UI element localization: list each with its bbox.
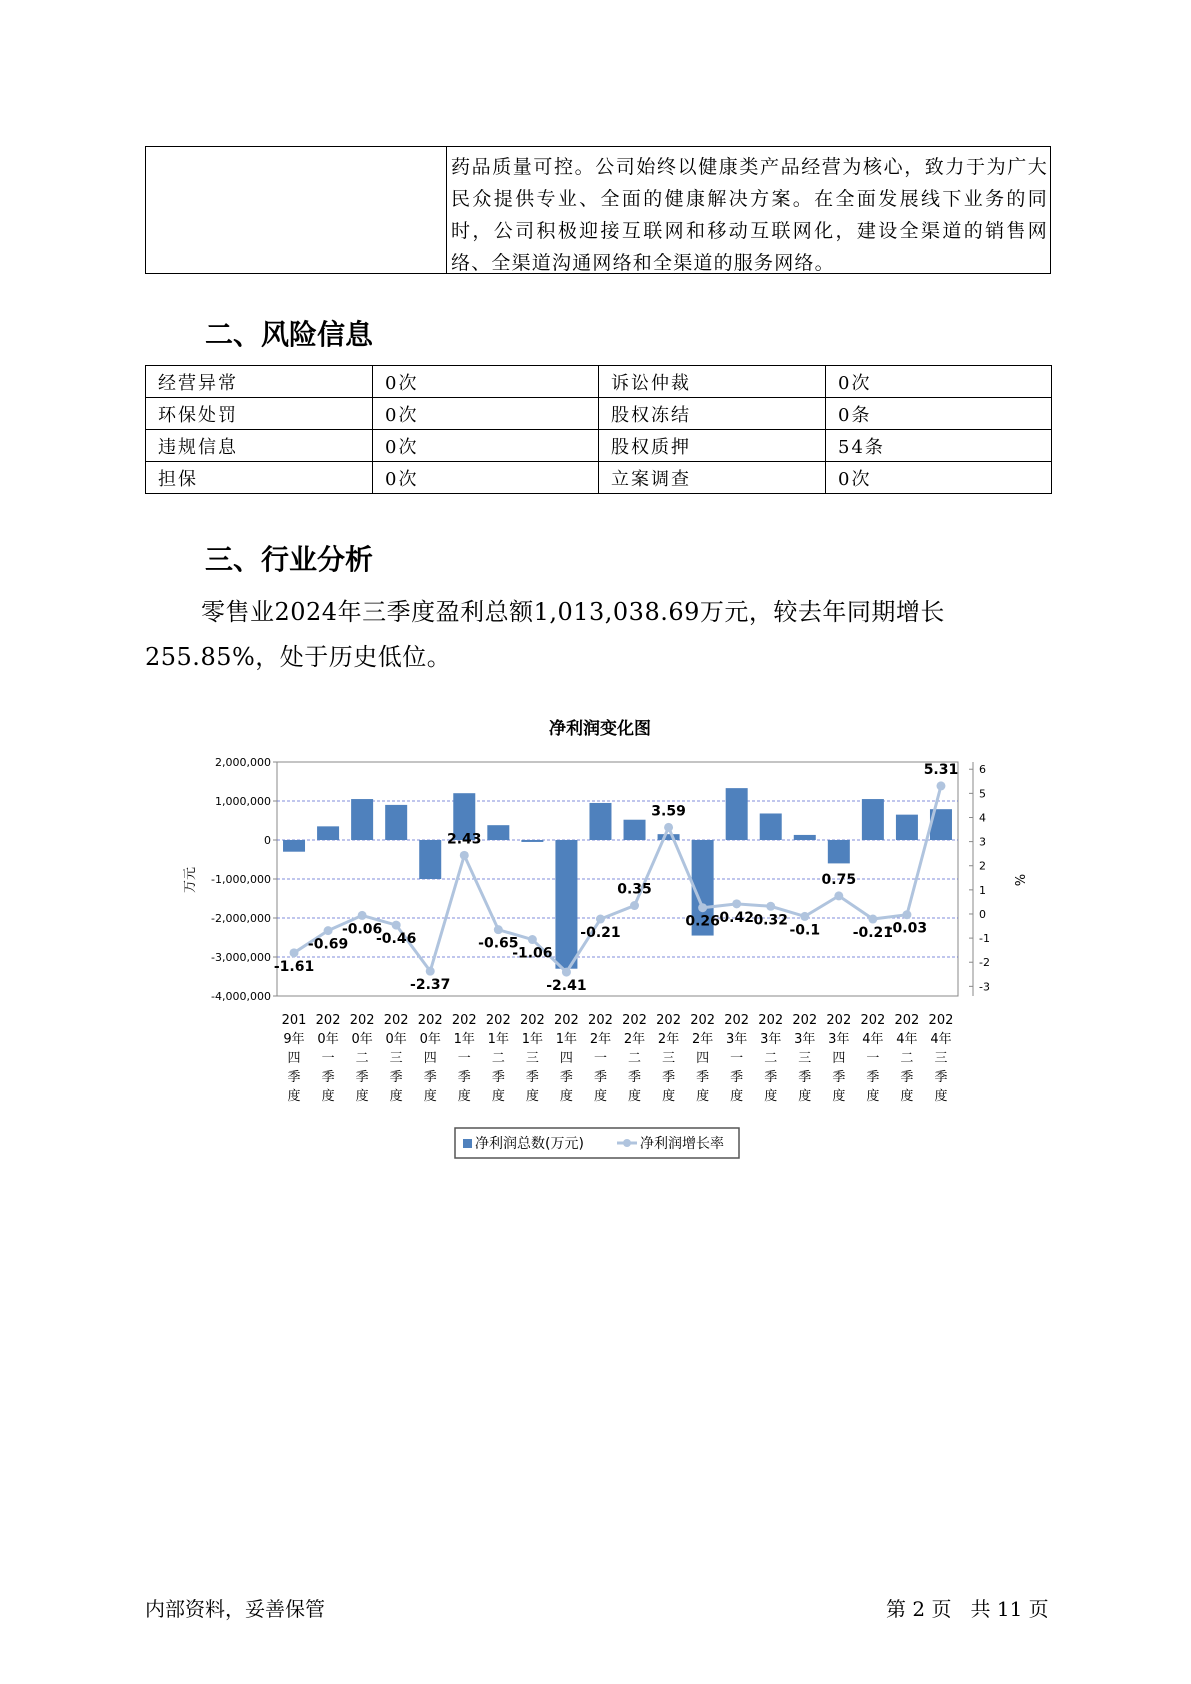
x-tick-label: 0年 [317,1032,339,1047]
x-tick-label: 202 [622,1013,647,1028]
x-tick-label: 2年 [623,1032,646,1047]
x-tick-label: 季 [662,1070,676,1085]
x-tick-label: 度 [287,1089,301,1104]
bar-net-profit [317,826,339,840]
risk-item-value: 0次 [373,462,599,494]
bar-net-profit [726,788,748,840]
growth-rate-point [290,948,299,957]
growth-rate-point [358,911,367,920]
x-tick-label: 一 [457,1051,471,1066]
business-table-left-cell [146,147,447,273]
x-tick-label: 度 [321,1089,335,1104]
risk-item-value: 0次 [826,462,1052,494]
x-tick-label: 度 [423,1089,437,1104]
x-tick-label: 202 [451,1013,477,1028]
x-tick-label: 二 [355,1051,369,1066]
y-axis-right-label: % [1011,873,1026,887]
y-tick-label-right: 4 [979,811,986,825]
x-tick-label: 一 [730,1051,744,1066]
x-tick-label: 0年 [385,1032,407,1047]
bar-net-profit [283,840,305,852]
risk-row [146,366,1052,398]
section-title-industry: 三、行业分析 [205,543,374,576]
x-tick-label: 度 [355,1089,369,1104]
growth-rate-data-label: 5.31 [923,761,959,778]
x-tick-label: 四 [696,1051,710,1066]
risk-item-label: 股权质押 [599,430,826,462]
x-tick-label: 202 [928,1013,954,1028]
x-tick-label: 3年 [726,1032,748,1047]
y-tick-label-left: -4,000,000 [211,990,271,1003]
y-tick-label-left: -1,000,000 [211,873,271,886]
business-description: 药品质量可控。公司始终以健康类产品经营为核心，致力于为广大民众提供专业、全面的健康解决方案。在全面发展线下业务的同时，公司积极迎接互联网和移动互联网化，建设全渠道的销售网络、全渠道沟通网络和全渠道的服务网络。 [451,156,1048,274]
risk-item-label: 股权冻结 [599,398,826,430]
growth-rate-point [698,903,707,912]
risk-item-label: 担保 [146,462,373,494]
bar-net-profit [521,840,543,842]
y-tick-label-left: -3,000,000 [211,951,271,964]
analysis-paragraph: 零售业2024年三季度盈利总额1,013,038.69万元，较去年同期增长255.85%，处于历史低位。 [145,598,945,671]
x-tick-label: 202 [792,1013,818,1028]
y-tick-label-left: 0 [264,834,271,847]
x-tick-label: 2年 [589,1032,612,1047]
growth-rate-point [902,910,911,919]
footer-left: 内部资料，妥善保管 [145,1597,325,1621]
growth-rate-data-label: -0.06 [341,921,383,938]
x-tick-label: 四 [423,1051,437,1066]
x-tick-label: 度 [764,1089,778,1104]
x-tick-label: 季 [457,1070,471,1085]
x-tick-label: 三 [389,1051,403,1066]
x-tick-label: 202 [724,1013,750,1028]
x-tick-label: 9年 [283,1032,305,1047]
bar-net-profit [658,834,680,840]
x-tick-label: 0年 [351,1032,373,1047]
growth-rate-data-label: -0.69 [307,936,349,953]
x-tick-label: 1年 [487,1032,509,1047]
growth-rate-data-label: -2.41 [546,978,587,995]
x-tick-label: 201 [281,1013,307,1028]
risk-item-label: 环保处罚 [146,398,373,430]
x-tick-label: 季 [593,1070,607,1085]
x-tick-label: 季 [866,1070,880,1085]
growth-rate-point [800,912,809,921]
x-tick-label: 202 [826,1013,852,1028]
growth-rate-point [630,901,639,910]
bar-net-profit [794,835,816,840]
growth-rate-data-label: 0.35 [617,881,652,898]
chart-title: 净利润变化图 [549,719,651,739]
risk-item-value: 0次 [373,398,599,430]
risk-item-label: 经营异常 [146,366,373,398]
x-tick-label: 三 [662,1051,676,1066]
legend-line-marker [623,1139,631,1147]
y-tick-label-right: 0 [979,907,986,921]
x-tick-label: 度 [798,1089,812,1104]
growth-rate-point [936,781,945,790]
x-tick-label: 季 [559,1070,573,1085]
x-tick-label: 4年 [930,1032,952,1047]
x-tick-label: 四 [559,1051,573,1066]
risk-item-label: 立案调查 [599,462,826,494]
section-title-risk: 二、风险信息 [205,318,374,351]
x-tick-label: 度 [696,1089,710,1104]
x-tick-label: 202 [894,1013,920,1028]
bar-net-profit [351,799,373,840]
risk-row [146,462,1052,494]
legend-line-label: 净利润增长率 [640,1136,724,1152]
risk-item-label: 违规信息 [146,430,373,462]
bar-net-profit [828,840,850,863]
x-tick-label: 一 [321,1051,335,1066]
x-tick-label: 四 [832,1051,846,1066]
y-tick-label-right: 1 [979,883,986,897]
x-tick-label: 季 [696,1070,710,1085]
growth-rate-data-label: 3.59 [651,803,686,820]
risk-row [146,430,1052,462]
x-tick-label: 四 [287,1051,301,1066]
x-tick-label: 季 [321,1070,335,1085]
x-tick-label: 202 [554,1013,579,1028]
growth-rate-point [324,926,333,935]
x-tick-label: 度 [730,1089,744,1104]
x-tick-label: 度 [525,1089,539,1104]
x-tick-label: 季 [764,1070,778,1085]
growth-rate-data-label: 2.43 [447,831,482,848]
x-tick-label: 1年 [521,1032,544,1047]
x-tick-label: 202 [417,1013,443,1028]
growth-rate-point [460,851,469,860]
x-tick-label: 季 [423,1070,437,1085]
bar-net-profit [896,815,918,840]
x-tick-label: 1年 [453,1032,475,1047]
y-tick-label-right: 5 [979,787,986,801]
x-tick-label: 度 [457,1089,471,1104]
x-tick-label: 4年 [896,1032,918,1047]
x-tick-label: 4年 [862,1032,884,1047]
x-tick-label: 一 [866,1051,880,1066]
x-tick-label: 季 [491,1070,505,1085]
y-tick-label-right: -2 [979,956,990,970]
bar-net-profit [419,840,441,879]
x-tick-label: 二 [900,1051,914,1066]
y-tick-label-left: 2,000,000 [215,756,271,769]
x-tick-label: 度 [628,1089,642,1104]
x-tick-label: 度 [491,1089,505,1104]
bar-net-profit [555,840,577,969]
growth-rate-data-label: -1.61 [273,958,315,975]
growth-rate-point [528,935,537,944]
x-tick-label: 202 [860,1013,886,1028]
bar-net-profit [862,799,884,840]
legend-bar-label: 净利润总数(万元) [475,1136,584,1152]
growth-rate-point [732,899,741,908]
x-tick-label: 202 [315,1013,341,1028]
x-tick-label: 季 [355,1070,369,1085]
growth-rate-point [664,823,673,832]
bar-net-profit [385,805,407,840]
growth-rate-point [868,915,877,924]
business-table [145,146,1051,274]
x-tick-label: 202 [588,1013,613,1028]
growth-rate-data-label: -0.03 [886,920,928,937]
legend-bar-swatch [463,1139,472,1148]
growth-rate-point [562,968,571,977]
x-tick-label: 二 [628,1051,642,1066]
x-tick-label: 二 [491,1051,505,1066]
growth-rate-data-label: -0.65 [478,935,519,952]
x-tick-label: 1年 [555,1032,578,1047]
x-tick-label: 202 [383,1013,409,1028]
risk-item-label: 诉讼仲裁 [599,366,826,398]
growth-rate-data-label: 0.32 [753,912,788,929]
x-tick-label: 季 [934,1070,948,1085]
risk-table [145,365,1052,494]
x-tick-label: 度 [900,1089,914,1104]
growth-rate-point [494,925,503,934]
x-tick-label: 2年 [657,1032,680,1047]
growth-rate-data-label: -0.21 [852,925,894,942]
x-tick-label: 202 [656,1013,681,1028]
x-tick-label: 度 [934,1089,948,1104]
y-tick-label-right: -1 [979,932,990,946]
x-tick-label: 季 [900,1070,914,1085]
chart-x-labels [282,1013,954,1104]
risk-item-value: 0条 [826,398,1052,430]
x-tick-label: 202 [690,1013,716,1028]
x-tick-label: 三 [934,1051,948,1066]
x-tick-label: 季 [730,1070,744,1085]
x-tick-label: 二 [764,1051,778,1066]
x-tick-label: 202 [485,1013,511,1028]
y-tick-label-right: 3 [979,835,986,849]
x-tick-label: 3年 [760,1032,782,1047]
x-tick-label: 季 [832,1070,846,1085]
growth-rate-data-label: -0.21 [580,925,621,942]
growth-rate-point [392,921,401,930]
x-tick-label: 季 [389,1070,403,1085]
x-tick-label: 3年 [828,1032,850,1047]
x-tick-label: 度 [866,1089,880,1104]
bar-net-profit [589,803,611,840]
growth-rate-point [426,967,435,976]
y-tick-label-left: -2,000,000 [211,912,271,925]
risk-item-value: 0次 [826,366,1052,398]
x-tick-label: 度 [662,1089,676,1104]
bar-net-profit [487,825,509,840]
net-profit-chart [180,710,1060,1170]
x-tick-label: 202 [349,1013,375,1028]
y-tick-label-right: 2 [979,859,986,873]
y-tick-label-right: 6 [979,763,986,777]
x-tick-label: 度 [389,1089,403,1104]
x-tick-label: 202 [758,1013,784,1028]
x-tick-label: 3年 [794,1032,816,1047]
x-tick-label: 季 [628,1070,642,1085]
growth-rate-data-label: -0.1 [789,922,821,939]
growth-rate-data-label: -2.37 [410,977,451,994]
growth-rate-data-label: -0.46 [375,931,417,948]
footer-page-number: 第 2 页 共 11 页 [886,1597,1049,1621]
x-tick-label: 季 [525,1070,539,1085]
x-tick-label: 三 [525,1051,539,1066]
y-tick-label-right: -3 [979,980,990,994]
x-tick-label: 2年 [691,1032,714,1047]
risk-item-value: 54条 [826,430,1052,462]
growth-rate-point [766,902,775,911]
x-tick-label: 度 [593,1089,607,1104]
growth-rate-data-label: -1.06 [512,945,553,962]
chart-legend [455,1128,739,1158]
x-tick-label: 一 [593,1051,607,1066]
x-tick-label: 三 [798,1051,812,1066]
bar-net-profit [624,820,646,840]
risk-item-value: 0次 [373,366,599,398]
y-tick-label-left: 1,000,000 [215,795,271,808]
growth-rate-point [596,915,605,924]
x-tick-label: 季 [287,1070,301,1085]
x-tick-label: 度 [559,1089,573,1104]
x-tick-label: 202 [519,1013,545,1028]
growth-rate-data-label: 0.42 [719,909,754,926]
x-tick-label: 季 [798,1070,812,1085]
growth-rate-data-label: 0.75 [821,871,857,888]
bar-net-profit [760,813,782,840]
x-tick-label: 度 [832,1089,846,1104]
y-axis-left-label: 万元 [183,866,198,894]
x-tick-label: 0年 [419,1032,441,1047]
growth-rate-data-label: 0.26 [685,913,720,930]
risk-row [146,398,1052,430]
risk-item-value: 0次 [373,430,599,462]
growth-rate-point [834,891,843,900]
